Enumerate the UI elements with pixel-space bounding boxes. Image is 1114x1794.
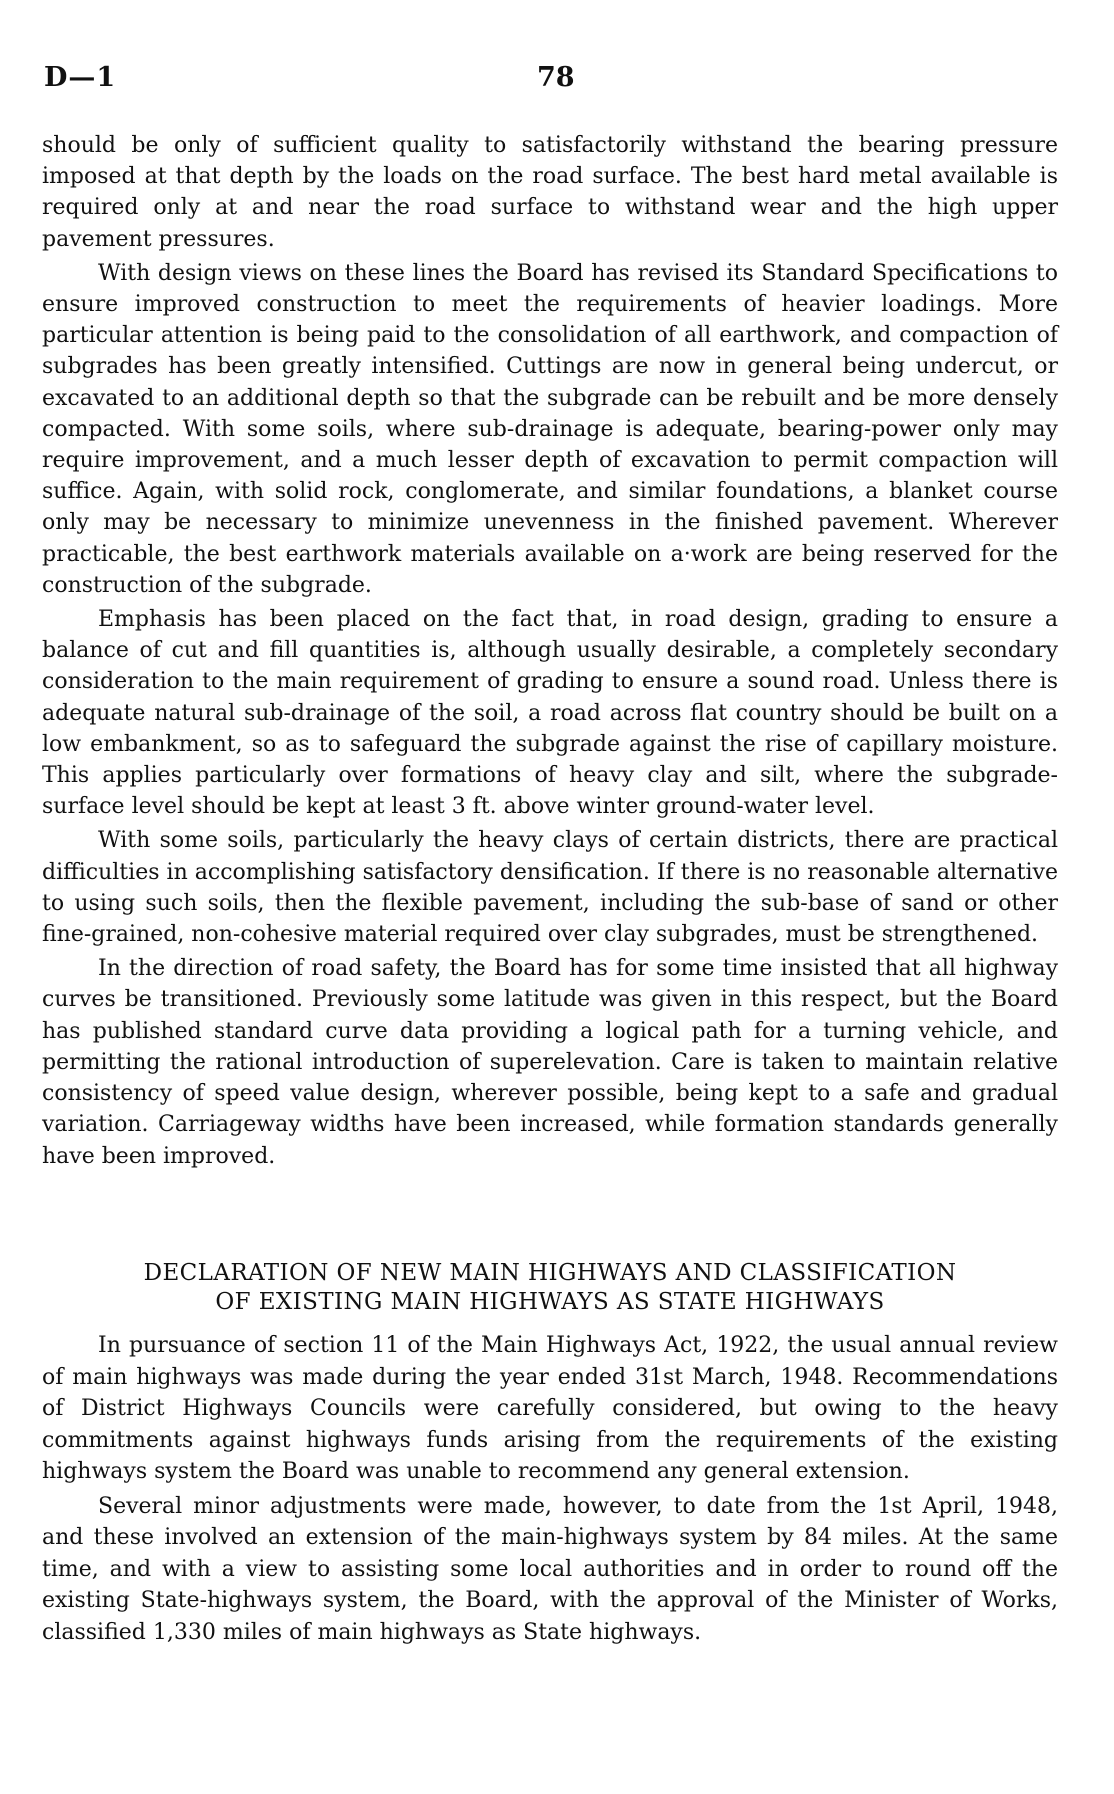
paragraph-annual-review: In pursuance of section 11 of the Main Highways Act, 1922, the usual annual review of main highways was made during the year ended 31st March, 1948. Recommendations of District Highways Councils were carefully considered, but owing to the heavy commitments against highways funds arising from the requirements of the existing highways system the Board was unable to recommend any general extension.	[42, 1333, 1058, 1484]
page-number: 78	[537, 62, 575, 93]
section-body-text	[42, 1330, 1058, 1651]
paragraph-densification: With some soils, particularly the heavy clays of certain districts, there are practical difficulties in accomplishing satisfactory densification. If there is no reasonable alternative to using such soils, then the flexible pavement, including the sub-base of sand or other fine-grained, non-cohesive material required over clay subgrades, must be strengthened.	[42, 828, 1058, 948]
paragraph-specifications: With design views on these lines the Board has revised its Standard Specifications to ensure improved construction to meet the requirements of heavier loadings. More particular attention is being paid to the consolidation of all earthwork, and compaction of subgrades has been greatly intensified. Cuttings are now in general being undercut, or excavated to an additional depth so that the subgrade can be rebuilt and be more densely compacted. With some soils, where sub-drainage is adequate, bearing-power only may require improvement, and a much lesser depth of excavation to permit compaction will suffice. Again, with solid rock, conglomerate, and similar foundations, a blanket course only may be necessary to minimize unevenness in the finished pavement. Wherever practicable, the best earthwork materials available on a·work are being reserved for the construction of the subgrade.	[42, 260, 1058, 598]
paragraph-grading: Emphasis has been placed on the fact that, in road design, grading to ensure a balance of cut and fill quantities is, although usually desirable, a completely secondary consideration to the main requirement of grading to ensure a sound road. Unless there is adequate natural sub-drainage of the soil, a road across flat country should be built on a low embankment, so as to safeguard the subgrade against the rise of capillary moisture. This applies particularly over formations of heavy clay and silt, where the subgrade-surface level should be kept at least 3 ft. above winter ground-water level.	[42, 607, 1058, 820]
section-code: D—1	[44, 62, 117, 93]
section-heading-line-1: DECLARATION OF NEW MAIN HIGHWAYS AND CLASSIFICATION	[143, 1260, 957, 1286]
paragraph-continuation: should be only of sufficient quality to satisfactorily withstand the bearing pressure imposed at that depth by the loads on the road surface. The best hard metal available is required only at and near the road surface to withstand wear and the high upper pavement pressures.	[42, 133, 1058, 252]
section-heading-line-2: OF EXISTING MAIN HIGHWAYS AS STATE HIGHWAYS	[215, 1289, 885, 1315]
section-heading	[42, 1259, 1058, 1317]
body-text	[42, 130, 1058, 1175]
paragraph-road-safety: In the direction of road safety, the Board has for some time insisted that all highway curves be transitioned. Previously some latitude was given in this respect, but the Board has published standard curve data providing a logical path for a turning vehicle, and permitting the rational introduction of superelevation. Care is taken to maintain relative consistency of speed value design, wherever possible, being kept to a safe and gradual variation. Carriageway widths have been increased, while formation standards generally have been improved.	[42, 956, 1058, 1169]
paragraph-adjustments: Several minor adjustments were made, however, to date from the 1st April, 1948, and these involved an extension of the main-highways system by 84 miles. At the same time, and with a view to assisting some local authorities and in order to round off the existing State-highways system, the Board, with the approval of the Minister of Works, classified 1,330 miles of main highways as State highways.	[42, 1493, 1058, 1645]
